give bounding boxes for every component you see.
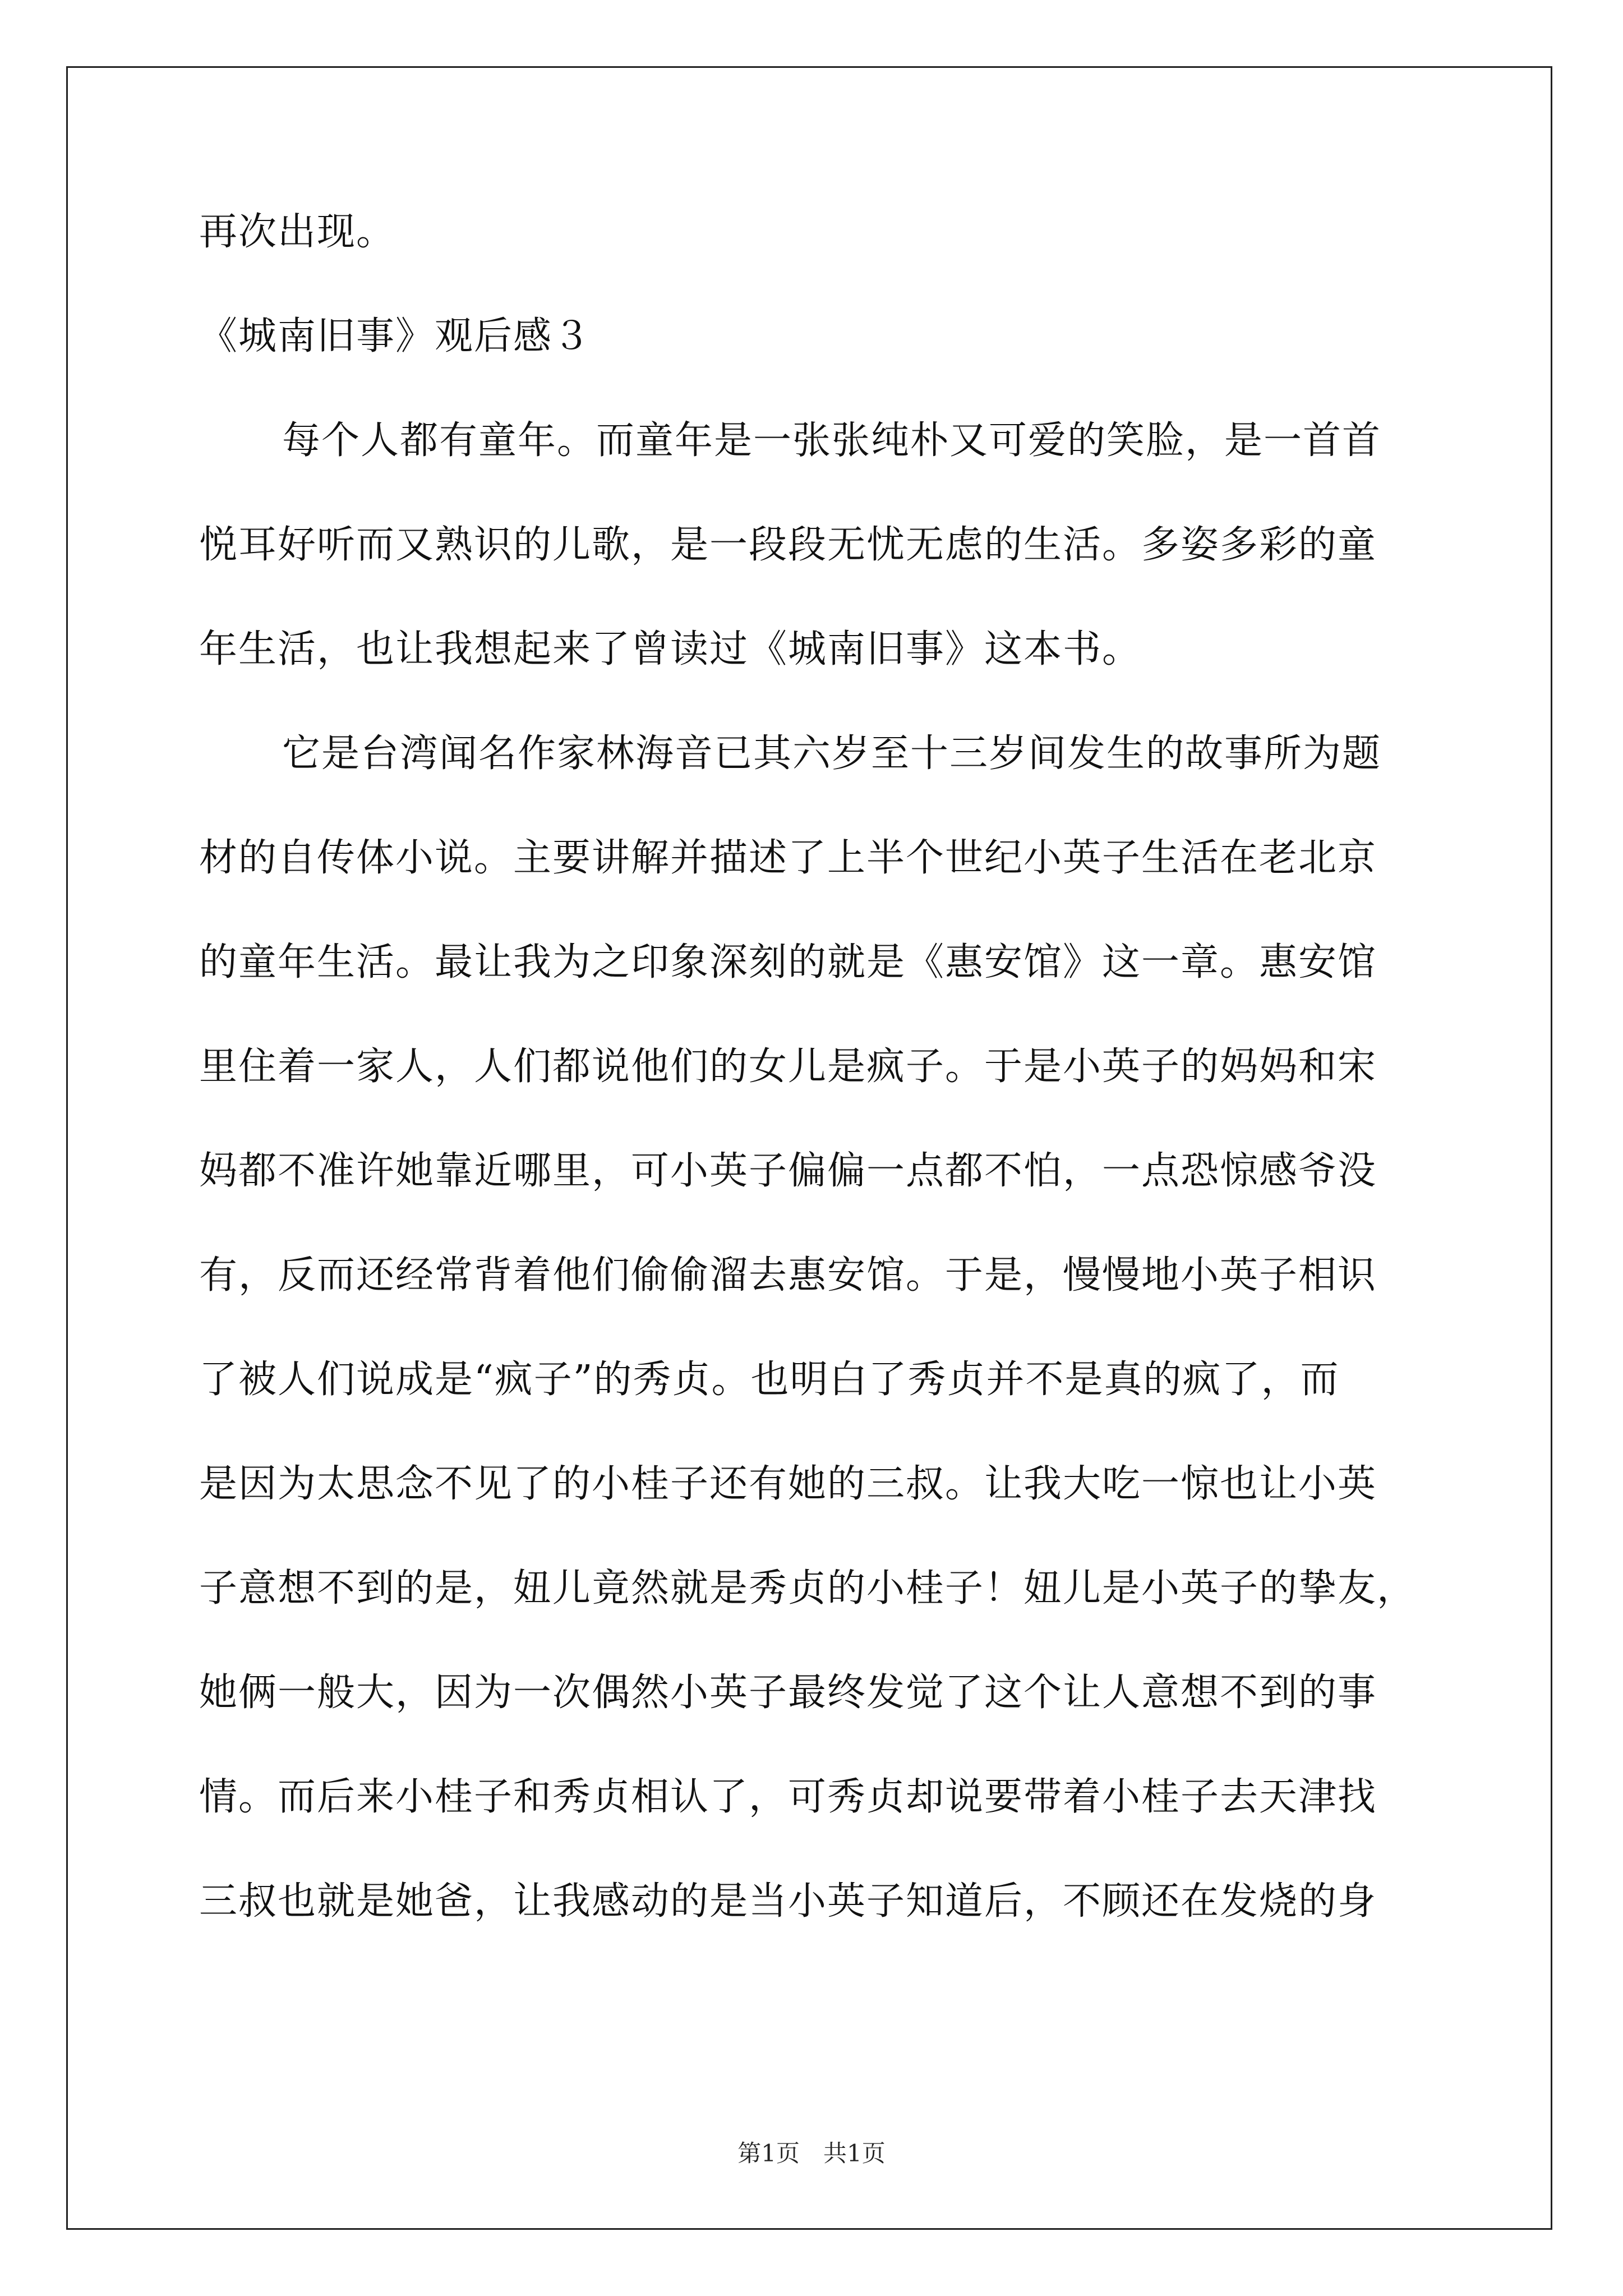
paragraph-2-line: 三叔也就是她爸，让我感动的是当小英子知道后，不顾还在发烧的身 — [199, 1879, 1377, 1924]
paragraph-2-line: 了被人们说成是“疯子”的秀贞。也明白了秀贞并不是真的疯了，而 — [199, 1358, 1340, 1402]
paragraph-2-line: 材的自传体小说。主要讲解并描述了上半个世纪小英子生活在老北京 — [199, 836, 1377, 880]
paragraph-2-line: 子意想不到的是，妞儿竟然就是秀贞的小桂子！妞儿是小英子的挚友， — [199, 1566, 1417, 1611]
page-number-footer: 第1页 共1页 — [737, 2139, 886, 2167]
document-body — [199, 210, 1422, 1935]
text-line: 再次出现。 — [199, 210, 396, 254]
paragraph-2-line: 妈都不准许她靠近哪里，可小英子偏偏一点都不怕，一点恐惊感爷没 — [199, 1149, 1377, 1193]
paragraph-1-line: 年生活，也让我想起来了曾读过《城南旧事》这本书。 — [199, 627, 1142, 671]
paragraph-2-line: 有，反而还经常背着他们偷偷溜去惠安馆。于是，慢慢地小英子相识 — [199, 1253, 1377, 1297]
section-title: 《城南旧事》观后感３ — [199, 314, 592, 358]
paragraph-1-line: 悦耳好听而又熟识的儿歌，是一段段无忧无虑的生活。多姿多彩的童 — [199, 523, 1377, 567]
paragraph-2-line: 是因为太思念不见了的小桂子还有她的三叔。让我大吃一惊也让小英 — [199, 1462, 1377, 1506]
paragraph-2-line: 她俩一般大，因为一次偶然小英子最终发觉了这个让人意想不到的事 — [199, 1671, 1377, 1715]
paragraph-2-line: 的童年生活。最让我为之印象深刻的就是《惠安馆》这一章。惠安馆 — [199, 940, 1377, 984]
paragraph-1-line: 每个人都有童年。而童年是一张张纯朴又可爱的笑脸，是一首首 — [282, 418, 1382, 463]
paragraph-2-line: 情。而后来小桂子和秀贞相认了，可秀贞却说要带着小桂子去天津找 — [199, 1775, 1377, 1819]
paragraph-2-line: 它是台湾闻名作家林海音已其六岁至十三岁间发生的故事所为题 — [282, 731, 1382, 776]
paragraph-2-line: 里住着一家人，人们都说他们的女儿是疯子。于是小英子的妈妈和宋 — [199, 1045, 1377, 1089]
